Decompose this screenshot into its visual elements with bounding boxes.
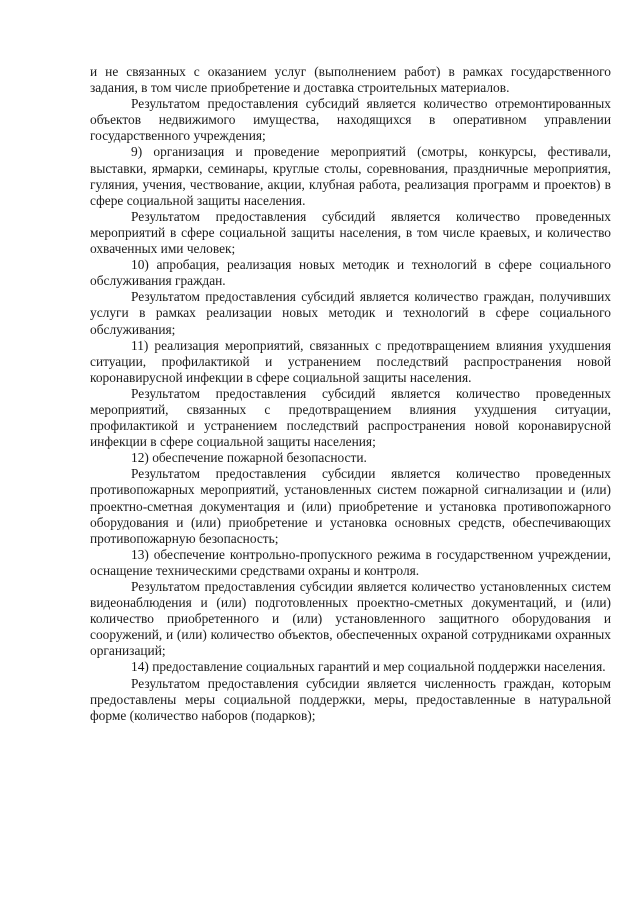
- paragraph-item-13: 13) обеспечение контрольно-пропускного режима в государственном учреждении, оснащение техническими средствами охраны и контроля.: [90, 546, 611, 578]
- paragraph-result-support: Результатом предоставления субсидии является численность граждан, которым предоставлены меры социальной поддержки, меры, предоставленные в натуральной форме (количество наборов (подарков);: [90, 675, 611, 723]
- paragraph-result-covid: Результатом предоставления субсидий является количество проведенных мероприятий, связанных с предотвращением влияния ухудшения ситуации, профилактикой и устранением последствий распространения новой коронавирусной инфекции в сфере социальной защиты населения;: [90, 385, 611, 450]
- paragraph-result-repair: Результатом предоставления субсидий является количество отремонтированных объектов недвижимого имущества, находящихся в оперативном управлении государственного учреждения;: [90, 96, 611, 144]
- paragraph-continuation: и не связанных с оказанием услуг (выполнением работ) в рамках государственного задания, в том числе приобретение и доставка строительных материалов.: [90, 64, 611, 96]
- paragraph-result-methods: Результатом предоставления субсидий является количество граждан, получивших услуги в рамках реализации новых методик и технологий в сфере социального обслуживания;: [90, 289, 611, 337]
- paragraph-result-security: Результатом предоставления субсидии является количество установленных систем видеонаблюдения и (или) подготовленных проектно-сметных документаций, и (или) количество приобретенного и (или) установленного защитного оборудования и сооружений, и (или) количество объектов, обеспеченных охраной сотрудниками охранных организаций;: [90, 579, 611, 659]
- paragraph-item-11: 11) реализация мероприятий, связанных с предотвращением влияния ухудшения ситуации, профилактикой и устранением последствий распространения новой коронавирусной инфекции в сфере социальной защиты населения.: [90, 337, 611, 385]
- paragraph-result-fire: Результатом предоставления субсидии является количество проведенных противопожарных мероприятий, установленных систем пожарной сигнализации и (или) проектно-сметная документация и (или) приобретение и установка противопожарного оборудования и (или) приобретение и установка основных средств, обеспечивающих противопожарную безопасность;: [90, 466, 611, 546]
- paragraph-item-10: 10) апробация, реализация новых методик и технологий в сфере социального обслуживания граждан.: [90, 257, 611, 289]
- document-page: [90, 64, 611, 724]
- paragraph-result-events: Результатом предоставления субсидий является количество проведенных мероприятий в сфере социальной защиты населения, в том числе краевых, и количество охваченных ими человек;: [90, 208, 611, 257]
- paragraph-item-9: 9) организация и проведение мероприятий (смотры, конкурсы, фестивали, выставки, ярмарки, семинары, круглые столы, соревнования, праздничные мероприятия, гуляния, учения, чествование, акции, клубная работа, реализация программ и проектов) в сфере социальной защиты населения.: [90, 144, 611, 208]
- paragraph-item-12: 12) обеспечение пожарной безопасности.: [131, 450, 367, 466]
- paragraph-item-14: 14) предоставление социальных гарантий и мер социальной поддержки населения.: [131, 659, 606, 675]
